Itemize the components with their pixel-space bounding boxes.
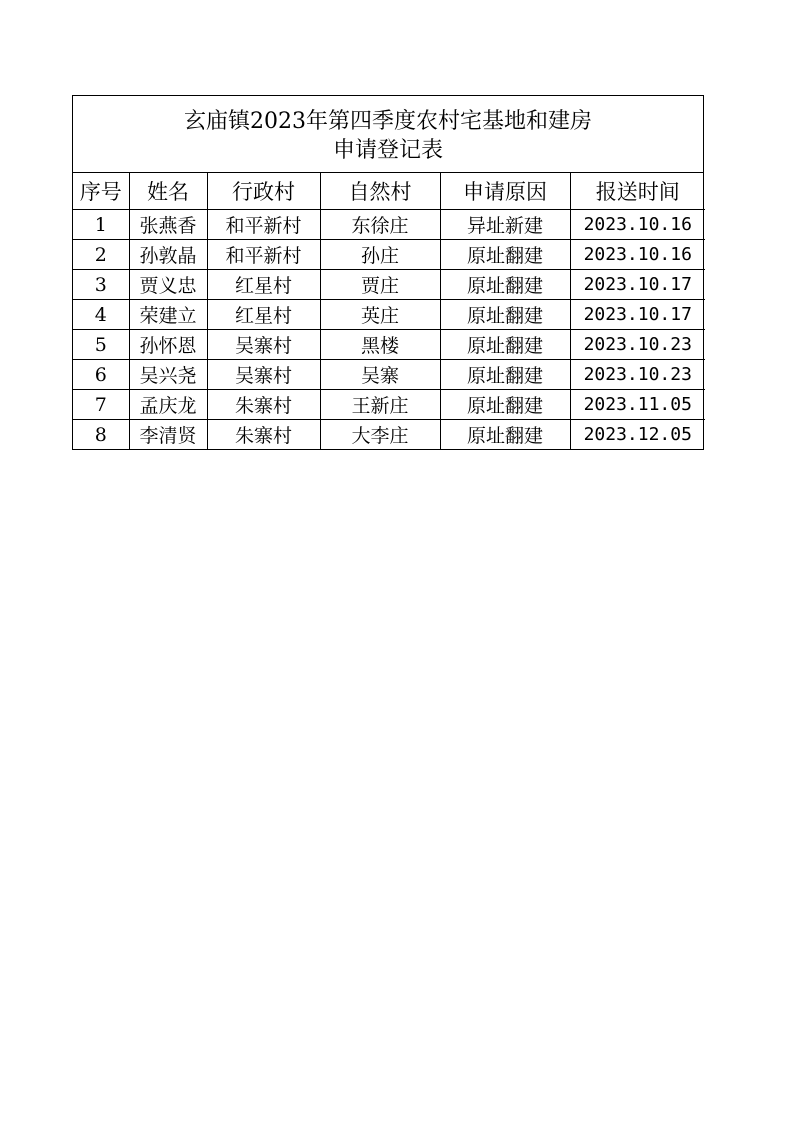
- table-row: [73, 420, 705, 450]
- cell-natural-village: 贾庄: [320, 270, 440, 300]
- cell-name: 孙敦晶: [129, 240, 207, 270]
- cell-natural-village: 孙庄: [320, 240, 440, 270]
- cell-date: 2023.10.16: [570, 240, 705, 270]
- cell-name: 张燕香: [129, 210, 207, 240]
- header-row: [73, 173, 705, 210]
- cell-no: 5: [73, 330, 129, 360]
- table-row: [73, 360, 705, 390]
- cell-date: 2023.10.16: [570, 210, 705, 240]
- cell-name: 孙怀恩: [129, 330, 207, 360]
- cell-reason: 原址翻建: [440, 300, 570, 330]
- document-title: [73, 96, 703, 173]
- cell-no: 1: [73, 210, 129, 240]
- cell-name: 荣建立: [129, 300, 207, 330]
- cell-natural-village: 大李庄: [320, 420, 440, 450]
- cell-reason: 原址翻建: [440, 390, 570, 420]
- header-cell-no: 序号: [73, 173, 129, 210]
- cell-name: 吴兴尧: [129, 360, 207, 390]
- cell-no: 4: [73, 300, 129, 330]
- cell-no: 2: [73, 240, 129, 270]
- cell-reason: 原址翻建: [440, 240, 570, 270]
- cell-admin-village: 和平新村: [207, 210, 320, 240]
- cell-date: 2023.10.23: [570, 360, 705, 390]
- cell-reason: 原址翻建: [440, 330, 570, 360]
- cell-admin-village: 朱寨村: [207, 390, 320, 420]
- cell-name: 李清贤: [129, 420, 207, 450]
- title-line-1: 玄庙镇2023年第四季度农村宅基地和建房: [184, 109, 592, 134]
- cell-admin-village: 红星村: [207, 270, 320, 300]
- header-cell-reason: 申请原因: [440, 173, 570, 210]
- table-row: [73, 390, 705, 420]
- cell-admin-village: 吴寨村: [207, 330, 320, 360]
- header-cell-natural-village: 自然村: [320, 173, 440, 210]
- cell-admin-village: 吴寨村: [207, 360, 320, 390]
- cell-no: 7: [73, 390, 129, 420]
- title-line-2: 申请登记表: [332, 138, 443, 163]
- table-row: [73, 300, 705, 330]
- cell-reason: 原址翻建: [440, 420, 570, 450]
- cell-no: 3: [73, 270, 129, 300]
- cell-natural-village: 英庄: [320, 300, 440, 330]
- header-cell-name: 姓名: [129, 173, 207, 210]
- cell-reason: 原址翻建: [440, 360, 570, 390]
- cell-date: 2023.10.23: [570, 330, 705, 360]
- header-cell-admin-village: 行政村: [207, 173, 320, 210]
- cell-name: 贾义忠: [129, 270, 207, 300]
- cell-natural-village: 吴寨: [320, 360, 440, 390]
- cell-admin-village: 朱寨村: [207, 420, 320, 450]
- cell-date: 2023.12.05: [583, 424, 692, 445]
- table-row: [73, 240, 705, 270]
- cell-reason: 原址翻建: [440, 270, 570, 300]
- cell-date: 2023.10.17: [570, 270, 705, 300]
- cell-natural-village: 黑楼: [320, 330, 440, 360]
- cell-no: 6: [73, 360, 129, 390]
- cell-date: 2023.11.05: [570, 390, 705, 420]
- registration-sheet: [72, 95, 704, 450]
- cell-admin-village: 红星村: [207, 300, 320, 330]
- cell-date: 2023.10.17: [570, 300, 705, 330]
- table-row: [73, 270, 705, 300]
- cell-no: 8: [73, 420, 129, 450]
- cell-natural-village: 东徐庄: [320, 210, 440, 240]
- header-cell-date: 报送时间: [570, 173, 705, 210]
- cell-reason: 异址新建: [440, 210, 570, 240]
- registration-table: [73, 173, 705, 449]
- table-row: [73, 210, 705, 240]
- cell-name: 孟庆龙: [129, 390, 207, 420]
- table-row: [73, 330, 705, 360]
- cell-natural-village: 王新庄: [320, 390, 440, 420]
- cell-admin-village: 和平新村: [207, 240, 320, 270]
